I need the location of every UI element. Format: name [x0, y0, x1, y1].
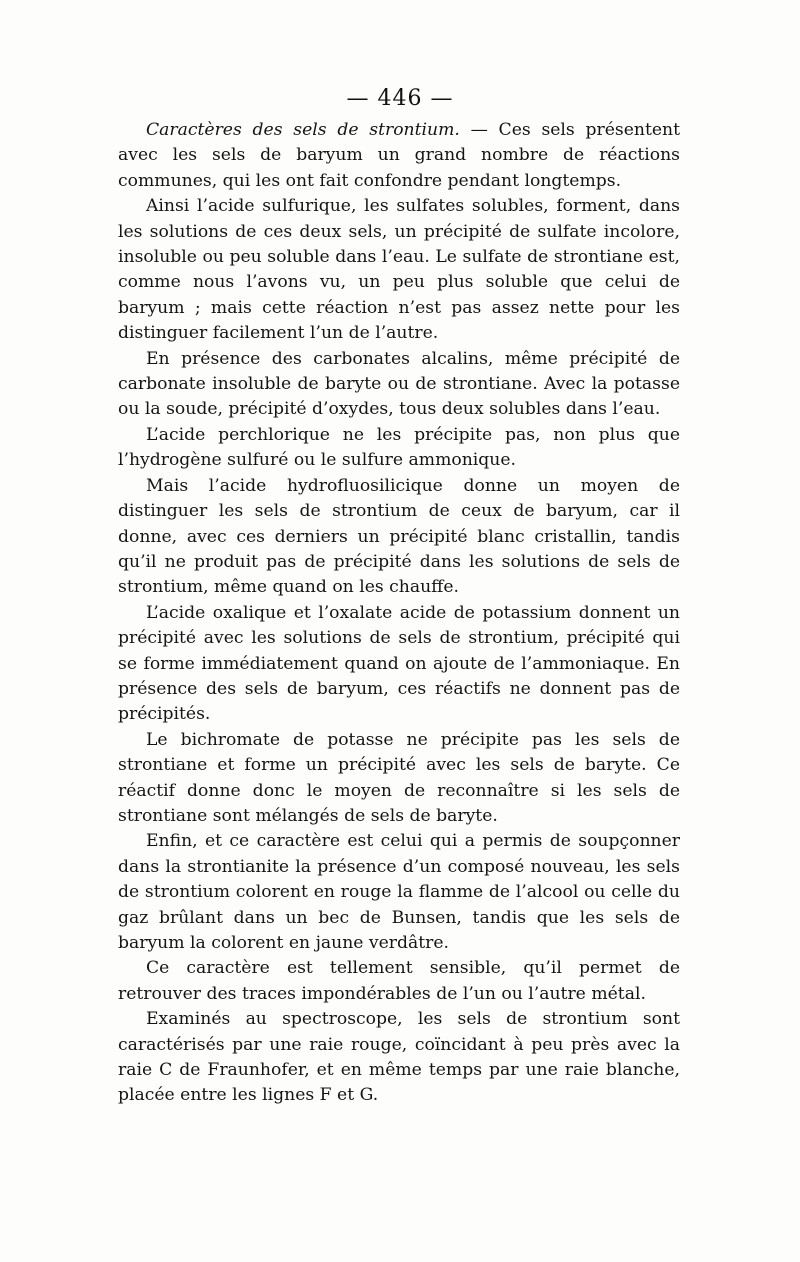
paragraph-5: Mais l’acide hydrofluosilicique donne un moyen de distinguer les sels de strontium de ceux de baryum, car il donne, avec ces derniers un précipité blanc cristallin, tandis qu’il ne produit pas de précipité dans les solutions de sels de strontium, même quand on les chauffe. [118, 475, 680, 598]
section-heading: Caractères des sels de strontium. [146, 120, 460, 140]
page-number: — 446 — [346, 86, 454, 111]
paragraph-6: L’acide oxalique et l’oxalate acide de potassium donnent un précipité avec les solutions de sels de strontium, précipité qui se forme immédiatement quand on ajoute de l’ammoniaque. En présence des sels de baryum, ces réactifs ne donnent pas de précipités. [118, 602, 680, 725]
paragraph-7: Le bichromate de potasse ne précipite pas les sels de strontiane et forme un précipité avec les sels de baryte. Ce réactif donne donc le moyen de reconnaître si les sels de strontiane sont mélangés de sels de baryte. [118, 729, 680, 826]
paragraph-8: Enfin, et ce caractère est celui qui a permis de soupçonner dans la strontianite la présence d’un composé nouveau, les sels de strontium colorent en rouge la flamme de l’alcool ou celle du gaz brûlant dans un bec de Bunsen, tandis que les sels de baryum la colorent en jaune verdâtre. [118, 831, 680, 953]
paragraph-2: Ainsi l’acide sulfurique, les sulfates solubles, forment, dans les solutions de ces deux sels, un précipité de sulfate incolore, insoluble ou peu soluble dans l’eau. Le sulfate de strontiane est, comme nous l’avons vu, un peu plus soluble que celui de baryum ; mais cette réaction n’est pas assez nette pour les distinguer facilement l’un de l’autre. [118, 196, 680, 344]
paragraph-1-text: — Ces sels présentent avec les sels de baryum un grand nombre de réactions communes, qui les ont fait confondre pendant longtemps. [118, 120, 681, 191]
body-text [118, 118, 680, 1109]
paragraph-4: L’acide perchlorique ne les précipite pas, non plus que l’hydrogène sulfuré ou le sulfure ammonique. [118, 424, 680, 471]
paragraph-1 [118, 118, 680, 194]
paragraph-10: Examinés au spectroscope, les sels de strontium sont caractérisés par une raie rouge, coïncidant à peu près avec la raie C de Fraunhofer, et en même temps par une raie blanche, placée entre les lignes F et G. [118, 1009, 680, 1106]
paragraph-3: En présence des carbonates alcalins, même précipité de carbonate insoluble de baryte ou de strontiane. Avec la potasse ou la soude, précipité d’oxydes, tous deux solubles dans l’eau. [118, 348, 680, 420]
paragraph-9: Ce caractère est tellement sensible, qu’il permet de retrouver des traces impondérables de l’un ou l’autre métal. [118, 958, 680, 1004]
